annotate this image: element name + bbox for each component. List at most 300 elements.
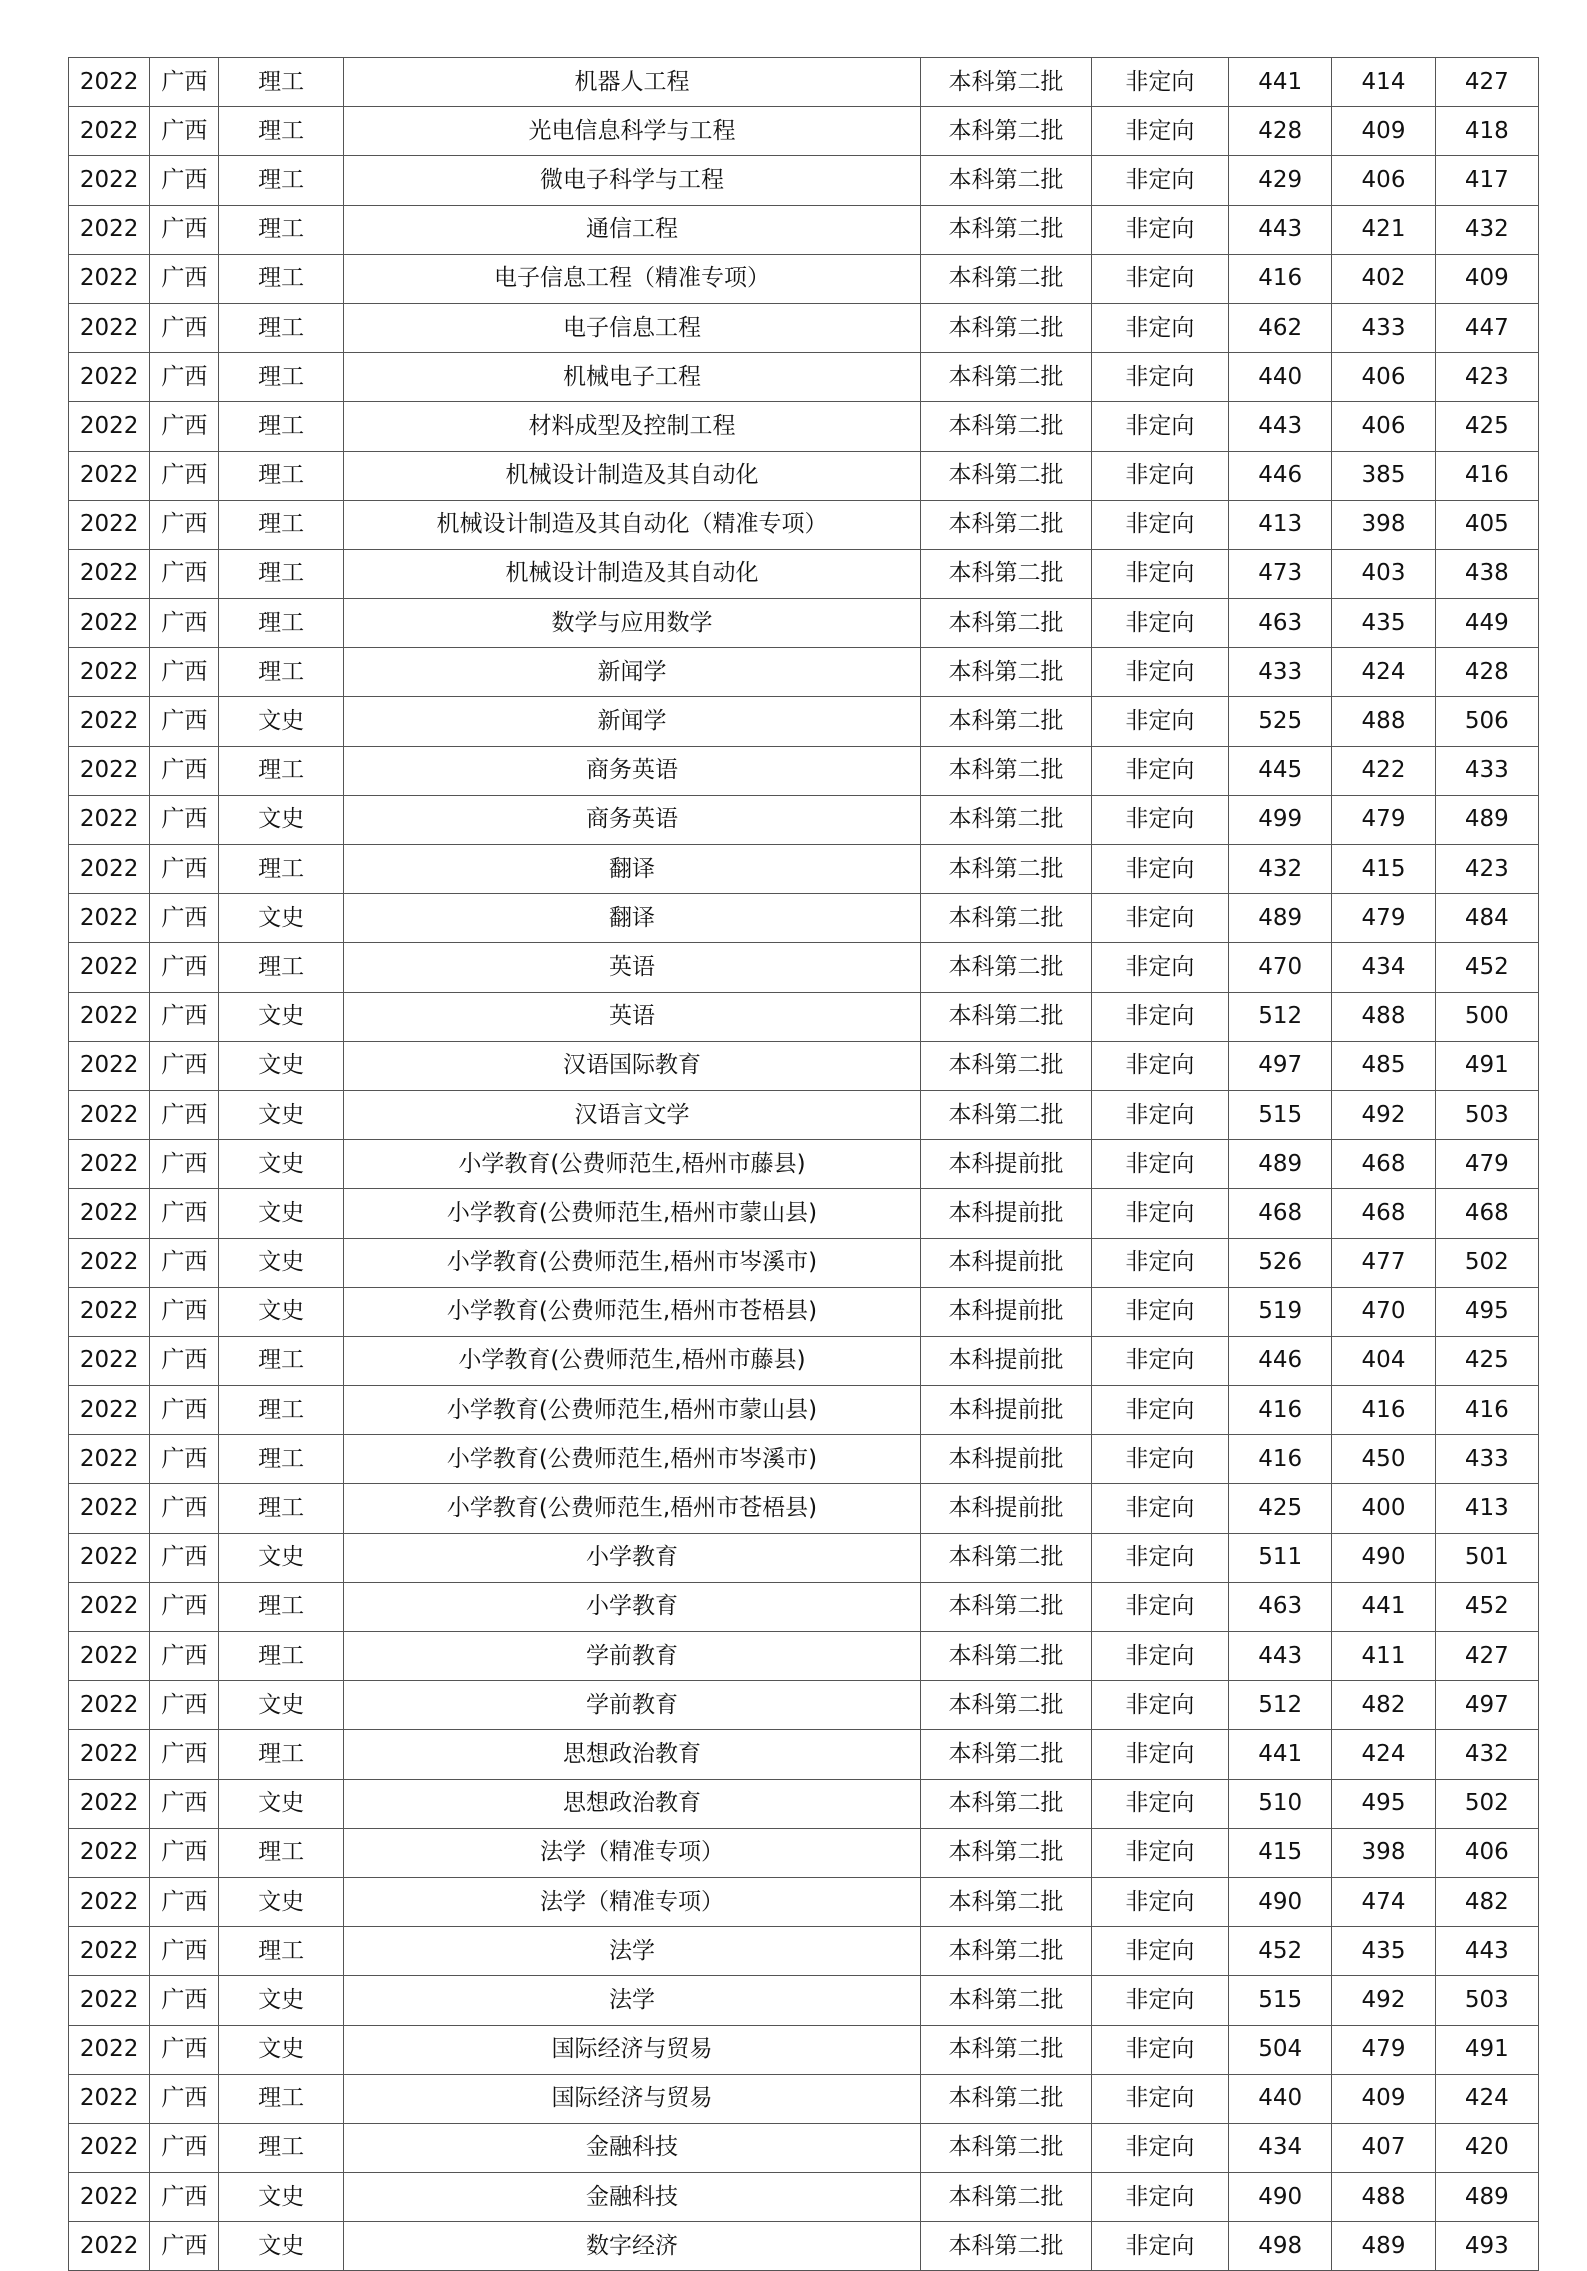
province-cell: 广西	[150, 1041, 219, 1090]
batch-cell: 本科第二批	[921, 58, 1091, 107]
max-score-cell: 504	[1229, 2025, 1332, 2074]
max-score-cell: 433	[1229, 648, 1332, 697]
year-cell: 2022	[69, 2074, 150, 2123]
avg-score-cell: 497	[1435, 1681, 1538, 1730]
year-cell: 2022	[69, 697, 150, 746]
avg-score-cell: 443	[1435, 1927, 1538, 1976]
year-cell: 2022	[69, 303, 150, 352]
type-cell: 非定向	[1091, 992, 1228, 1041]
min-score-cell: 488	[1332, 992, 1435, 1041]
province-cell: 广西	[150, 2222, 219, 2271]
min-score-cell: 407	[1332, 2123, 1435, 2172]
type-cell: 非定向	[1091, 205, 1228, 254]
min-score-cell: 406	[1332, 353, 1435, 402]
province-cell: 广西	[150, 156, 219, 205]
min-score-cell: 441	[1332, 1582, 1435, 1631]
category-cell: 理工	[219, 402, 343, 451]
max-score-cell: 443	[1229, 205, 1332, 254]
type-cell: 非定向	[1091, 1976, 1228, 2025]
category-cell: 理工	[219, 599, 343, 648]
year-cell: 2022	[69, 2123, 150, 2172]
avg-score-cell: 423	[1435, 353, 1538, 402]
table-row	[69, 353, 1539, 402]
province-cell: 广西	[150, 894, 219, 943]
avg-score-cell: 413	[1435, 1484, 1538, 1533]
max-score-cell: 416	[1229, 1435, 1332, 1484]
type-cell: 非定向	[1091, 303, 1228, 352]
type-cell: 非定向	[1091, 58, 1228, 107]
batch-cell: 本科提前批	[921, 1140, 1091, 1189]
category-cell: 理工	[219, 1927, 343, 1976]
batch-cell: 本科第二批	[921, 2123, 1091, 2172]
category-cell: 理工	[219, 1582, 343, 1631]
category-cell: 文史	[219, 2173, 343, 2222]
avg-score-cell: 428	[1435, 648, 1538, 697]
min-score-cell: 485	[1332, 1041, 1435, 1090]
type-cell: 非定向	[1091, 2173, 1228, 2222]
type-cell: 非定向	[1091, 1238, 1228, 1287]
major-cell: 小学教育(公费师范生,梧州市蒙山县)	[343, 1386, 921, 1435]
type-cell: 非定向	[1091, 599, 1228, 648]
year-cell: 2022	[69, 1090, 150, 1139]
type-cell: 非定向	[1091, 156, 1228, 205]
table-row	[69, 107, 1539, 156]
max-score-cell: 446	[1229, 1336, 1332, 1385]
year-cell: 2022	[69, 1828, 150, 1877]
batch-cell: 本科第二批	[921, 303, 1091, 352]
type-cell: 非定向	[1091, 697, 1228, 746]
table-body	[69, 58, 1539, 2271]
batch-cell: 本科第二批	[921, 1090, 1091, 1139]
major-cell: 光电信息科学与工程	[343, 107, 921, 156]
avg-score-cell: 416	[1435, 1386, 1538, 1435]
max-score-cell: 443	[1229, 1632, 1332, 1681]
year-cell: 2022	[69, 549, 150, 598]
table-row	[69, 894, 1539, 943]
table-row	[69, 992, 1539, 1041]
batch-cell: 本科第二批	[921, 1582, 1091, 1631]
province-cell: 广西	[150, 1828, 219, 1877]
batch-cell: 本科第二批	[921, 943, 1091, 992]
type-cell: 非定向	[1091, 107, 1228, 156]
type-cell: 非定向	[1091, 894, 1228, 943]
max-score-cell: 511	[1229, 1533, 1332, 1582]
category-cell: 文史	[219, 2025, 343, 2074]
major-cell: 小学教育(公费师范生,梧州市藤县)	[343, 1140, 921, 1189]
category-cell: 理工	[219, 353, 343, 402]
type-cell: 非定向	[1091, 1189, 1228, 1238]
avg-score-cell: 479	[1435, 1140, 1538, 1189]
avg-score-cell: 418	[1435, 107, 1538, 156]
min-score-cell: 488	[1332, 697, 1435, 746]
batch-cell: 本科提前批	[921, 1238, 1091, 1287]
major-cell: 学前教育	[343, 1632, 921, 1681]
type-cell: 非定向	[1091, 1287, 1228, 1336]
max-score-cell: 416	[1229, 1386, 1332, 1435]
category-cell: 理工	[219, 254, 343, 303]
major-cell: 机械电子工程	[343, 353, 921, 402]
province-cell: 广西	[150, 1140, 219, 1189]
avg-score-cell: 417	[1435, 156, 1538, 205]
type-cell: 非定向	[1091, 353, 1228, 402]
min-score-cell: 402	[1332, 254, 1435, 303]
year-cell: 2022	[69, 1927, 150, 1976]
province-cell: 广西	[150, 1435, 219, 1484]
type-cell: 非定向	[1091, 500, 1228, 549]
category-cell: 文史	[219, 992, 343, 1041]
province-cell: 广西	[150, 254, 219, 303]
category-cell: 理工	[219, 1632, 343, 1681]
min-score-cell: 403	[1332, 549, 1435, 598]
major-cell: 小学教育	[343, 1533, 921, 1582]
table-row	[69, 500, 1539, 549]
avg-score-cell: 427	[1435, 1632, 1538, 1681]
batch-cell: 本科第二批	[921, 2222, 1091, 2271]
max-score-cell: 526	[1229, 1238, 1332, 1287]
avg-score-cell: 416	[1435, 451, 1538, 500]
max-score-cell: 434	[1229, 2123, 1332, 2172]
min-score-cell: 479	[1332, 894, 1435, 943]
max-score-cell: 463	[1229, 599, 1332, 648]
category-cell: 理工	[219, 746, 343, 795]
category-cell: 理工	[219, 500, 343, 549]
batch-cell: 本科第二批	[921, 894, 1091, 943]
major-cell: 机械设计制造及其自动化	[343, 451, 921, 500]
major-cell: 思想政治教育	[343, 1730, 921, 1779]
batch-cell: 本科提前批	[921, 1386, 1091, 1435]
batch-cell: 本科提前批	[921, 1484, 1091, 1533]
year-cell: 2022	[69, 205, 150, 254]
year-cell: 2022	[69, 58, 150, 107]
max-score-cell: 515	[1229, 1976, 1332, 2025]
major-cell: 微电子科学与工程	[343, 156, 921, 205]
major-cell: 翻译	[343, 894, 921, 943]
province-cell: 广西	[150, 1189, 219, 1238]
category-cell: 理工	[219, 943, 343, 992]
table-row	[69, 1041, 1539, 1090]
province-cell: 广西	[150, 58, 219, 107]
avg-score-cell: 438	[1435, 549, 1538, 598]
max-score-cell: 452	[1229, 1927, 1332, 1976]
province-cell: 广西	[150, 2025, 219, 2074]
province-cell: 广西	[150, 1582, 219, 1631]
avg-score-cell: 493	[1435, 2222, 1538, 2271]
batch-cell: 本科第二批	[921, 697, 1091, 746]
year-cell: 2022	[69, 1189, 150, 1238]
province-cell: 广西	[150, 795, 219, 844]
min-score-cell: 404	[1332, 1336, 1435, 1385]
year-cell: 2022	[69, 2222, 150, 2271]
type-cell: 非定向	[1091, 2025, 1228, 2074]
year-cell: 2022	[69, 1976, 150, 2025]
min-score-cell: 406	[1332, 156, 1435, 205]
province-cell: 广西	[150, 1386, 219, 1435]
min-score-cell: 492	[1332, 1976, 1435, 2025]
major-cell: 翻译	[343, 845, 921, 894]
category-cell: 理工	[219, 1386, 343, 1435]
category-cell: 文史	[219, 1238, 343, 1287]
avg-score-cell: 447	[1435, 303, 1538, 352]
table-row	[69, 549, 1539, 598]
min-score-cell: 477	[1332, 1238, 1435, 1287]
province-cell: 广西	[150, 746, 219, 795]
type-cell: 非定向	[1091, 549, 1228, 598]
max-score-cell: 443	[1229, 402, 1332, 451]
major-cell: 小学教育(公费师范生,梧州市岑溪市)	[343, 1238, 921, 1287]
avg-score-cell: 503	[1435, 1090, 1538, 1139]
batch-cell: 本科第二批	[921, 1877, 1091, 1926]
type-cell: 非定向	[1091, 1582, 1228, 1631]
table-row	[69, 1533, 1539, 1582]
type-cell: 非定向	[1091, 1533, 1228, 1582]
year-cell: 2022	[69, 845, 150, 894]
avg-score-cell: 423	[1435, 845, 1538, 894]
batch-cell: 本科第二批	[921, 1927, 1091, 1976]
batch-cell: 本科第二批	[921, 1041, 1091, 1090]
table-row	[69, 1484, 1539, 1533]
batch-cell: 本科第二批	[921, 2074, 1091, 2123]
admission-scores-table	[68, 57, 1539, 2271]
min-score-cell: 450	[1332, 1435, 1435, 1484]
province-cell: 广西	[150, 1287, 219, 1336]
min-score-cell: 411	[1332, 1632, 1435, 1681]
type-cell: 非定向	[1091, 2074, 1228, 2123]
category-cell: 文史	[219, 1779, 343, 1828]
year-cell: 2022	[69, 1582, 150, 1631]
avg-score-cell: 449	[1435, 599, 1538, 648]
year-cell: 2022	[69, 943, 150, 992]
table-row	[69, 1730, 1539, 1779]
max-score-cell: 462	[1229, 303, 1332, 352]
table-row	[69, 303, 1539, 352]
year-cell: 2022	[69, 1779, 150, 1828]
max-score-cell: 428	[1229, 107, 1332, 156]
min-score-cell: 415	[1332, 845, 1435, 894]
table-row	[69, 1632, 1539, 1681]
major-cell: 小学教育(公费师范生,梧州市藤县)	[343, 1336, 921, 1385]
table-row	[69, 402, 1539, 451]
table-row	[69, 156, 1539, 205]
major-cell: 法学（精准专项）	[343, 1877, 921, 1926]
max-score-cell: 498	[1229, 2222, 1332, 2271]
type-cell: 非定向	[1091, 1779, 1228, 1828]
province-cell: 广西	[150, 205, 219, 254]
min-score-cell: 482	[1332, 1681, 1435, 1730]
avg-score-cell: 482	[1435, 1877, 1538, 1926]
major-cell: 商务英语	[343, 746, 921, 795]
min-score-cell: 470	[1332, 1287, 1435, 1336]
major-cell: 机械设计制造及其自动化	[343, 549, 921, 598]
major-cell: 通信工程	[343, 205, 921, 254]
province-cell: 广西	[150, 845, 219, 894]
avg-score-cell: 409	[1435, 254, 1538, 303]
year-cell: 2022	[69, 1238, 150, 1287]
province-cell: 广西	[150, 1238, 219, 1287]
batch-cell: 本科第二批	[921, 599, 1091, 648]
major-cell: 法学	[343, 1976, 921, 2025]
year-cell: 2022	[69, 2173, 150, 2222]
province-cell: 广西	[150, 2173, 219, 2222]
avg-score-cell: 432	[1435, 1730, 1538, 1779]
major-cell: 小学教育(公费师范生,梧州市岑溪市)	[343, 1435, 921, 1484]
table-row	[69, 943, 1539, 992]
avg-score-cell: 406	[1435, 1828, 1538, 1877]
major-cell: 汉语言文学	[343, 1090, 921, 1139]
avg-score-cell: 495	[1435, 1287, 1538, 1336]
min-score-cell: 409	[1332, 2074, 1435, 2123]
major-cell: 商务英语	[343, 795, 921, 844]
province-cell: 广西	[150, 500, 219, 549]
max-score-cell: 489	[1229, 1140, 1332, 1189]
year-cell: 2022	[69, 599, 150, 648]
type-cell: 非定向	[1091, 795, 1228, 844]
max-score-cell: 512	[1229, 1681, 1332, 1730]
table-row	[69, 1435, 1539, 1484]
min-score-cell: 421	[1332, 205, 1435, 254]
batch-cell: 本科第二批	[921, 746, 1091, 795]
batch-cell: 本科第二批	[921, 402, 1091, 451]
avg-score-cell: 500	[1435, 992, 1538, 1041]
avg-score-cell: 491	[1435, 1041, 1538, 1090]
table-row	[69, 2074, 1539, 2123]
min-score-cell: 435	[1332, 1927, 1435, 1976]
type-cell: 非定向	[1091, 746, 1228, 795]
province-cell: 广西	[150, 451, 219, 500]
table-row	[69, 1238, 1539, 1287]
year-cell: 2022	[69, 1140, 150, 1189]
table-row	[69, 254, 1539, 303]
category-cell: 理工	[219, 845, 343, 894]
max-score-cell: 515	[1229, 1090, 1332, 1139]
min-score-cell: 385	[1332, 451, 1435, 500]
table-row	[69, 845, 1539, 894]
min-score-cell: 424	[1332, 648, 1435, 697]
table-row	[69, 795, 1539, 844]
year-cell: 2022	[69, 107, 150, 156]
year-cell: 2022	[69, 1877, 150, 1926]
min-score-cell: 400	[1332, 1484, 1435, 1533]
batch-cell: 本科第二批	[921, 1681, 1091, 1730]
province-cell: 广西	[150, 1484, 219, 1533]
year-cell: 2022	[69, 353, 150, 402]
category-cell: 文史	[219, 795, 343, 844]
year-cell: 2022	[69, 1632, 150, 1681]
major-cell: 法学	[343, 1927, 921, 1976]
max-score-cell: 440	[1229, 2074, 1332, 2123]
type-cell: 非定向	[1091, 1386, 1228, 1435]
type-cell: 非定向	[1091, 1435, 1228, 1484]
year-cell: 2022	[69, 1336, 150, 1385]
major-cell: 金融科技	[343, 2123, 921, 2172]
major-cell: 数字经济	[343, 2222, 921, 2271]
batch-cell: 本科第二批	[921, 205, 1091, 254]
max-score-cell: 425	[1229, 1484, 1332, 1533]
max-score-cell: 413	[1229, 500, 1332, 549]
min-score-cell: 490	[1332, 1533, 1435, 1582]
province-cell: 广西	[150, 1632, 219, 1681]
max-score-cell: 512	[1229, 992, 1332, 1041]
province-cell: 广西	[150, 1779, 219, 1828]
batch-cell: 本科第二批	[921, 1533, 1091, 1582]
province-cell: 广西	[150, 353, 219, 402]
category-cell: 理工	[219, 303, 343, 352]
type-cell: 非定向	[1091, 648, 1228, 697]
type-cell: 非定向	[1091, 1140, 1228, 1189]
year-cell: 2022	[69, 992, 150, 1041]
major-cell: 国际经济与贸易	[343, 2074, 921, 2123]
max-score-cell: 432	[1229, 845, 1332, 894]
type-cell: 非定向	[1091, 1681, 1228, 1730]
min-score-cell: 434	[1332, 943, 1435, 992]
max-score-cell: 415	[1229, 1828, 1332, 1877]
year-cell: 2022	[69, 795, 150, 844]
category-cell: 文史	[219, 1189, 343, 1238]
table-row	[69, 697, 1539, 746]
year-cell: 2022	[69, 451, 150, 500]
batch-cell: 本科第二批	[921, 107, 1091, 156]
province-cell: 广西	[150, 599, 219, 648]
major-cell: 新闻学	[343, 648, 921, 697]
table-row	[69, 2222, 1539, 2271]
min-score-cell: 489	[1332, 2222, 1435, 2271]
min-score-cell: 409	[1332, 107, 1435, 156]
table-row	[69, 1779, 1539, 1828]
year-cell: 2022	[69, 1484, 150, 1533]
category-cell: 理工	[219, 2123, 343, 2172]
min-score-cell: 479	[1332, 2025, 1435, 2074]
year-cell: 2022	[69, 746, 150, 795]
avg-score-cell: 491	[1435, 2025, 1538, 2074]
batch-cell: 本科第二批	[921, 1976, 1091, 2025]
major-cell: 学前教育	[343, 1681, 921, 1730]
province-cell: 广西	[150, 1730, 219, 1779]
major-cell: 数学与应用数学	[343, 599, 921, 648]
type-cell: 非定向	[1091, 1730, 1228, 1779]
year-cell: 2022	[69, 1041, 150, 1090]
avg-score-cell: 427	[1435, 58, 1538, 107]
province-cell: 广西	[150, 2074, 219, 2123]
avg-score-cell: 432	[1435, 205, 1538, 254]
province-cell: 广西	[150, 648, 219, 697]
type-cell: 非定向	[1091, 402, 1228, 451]
type-cell: 非定向	[1091, 1877, 1228, 1926]
category-cell: 文史	[219, 1041, 343, 1090]
batch-cell: 本科第二批	[921, 845, 1091, 894]
table-row	[69, 2123, 1539, 2172]
min-score-cell: 474	[1332, 1877, 1435, 1926]
batch-cell: 本科第二批	[921, 451, 1091, 500]
type-cell: 非定向	[1091, 943, 1228, 992]
major-cell: 法学（精准专项）	[343, 1828, 921, 1877]
batch-cell: 本科第二批	[921, 353, 1091, 402]
batch-cell: 本科第二批	[921, 1828, 1091, 1877]
batch-cell: 本科第二批	[921, 2173, 1091, 2222]
max-score-cell: 525	[1229, 697, 1332, 746]
avg-score-cell: 433	[1435, 1435, 1538, 1484]
min-score-cell: 424	[1332, 1730, 1435, 1779]
category-cell: 文史	[219, 697, 343, 746]
table-row	[69, 1828, 1539, 1877]
max-score-cell: 440	[1229, 353, 1332, 402]
major-cell: 机器人工程	[343, 58, 921, 107]
max-score-cell: 463	[1229, 1582, 1332, 1631]
min-score-cell: 435	[1332, 599, 1435, 648]
batch-cell: 本科第二批	[921, 648, 1091, 697]
table-row	[69, 2173, 1539, 2222]
min-score-cell: 495	[1332, 1779, 1435, 1828]
max-score-cell: 489	[1229, 894, 1332, 943]
batch-cell: 本科提前批	[921, 1336, 1091, 1385]
